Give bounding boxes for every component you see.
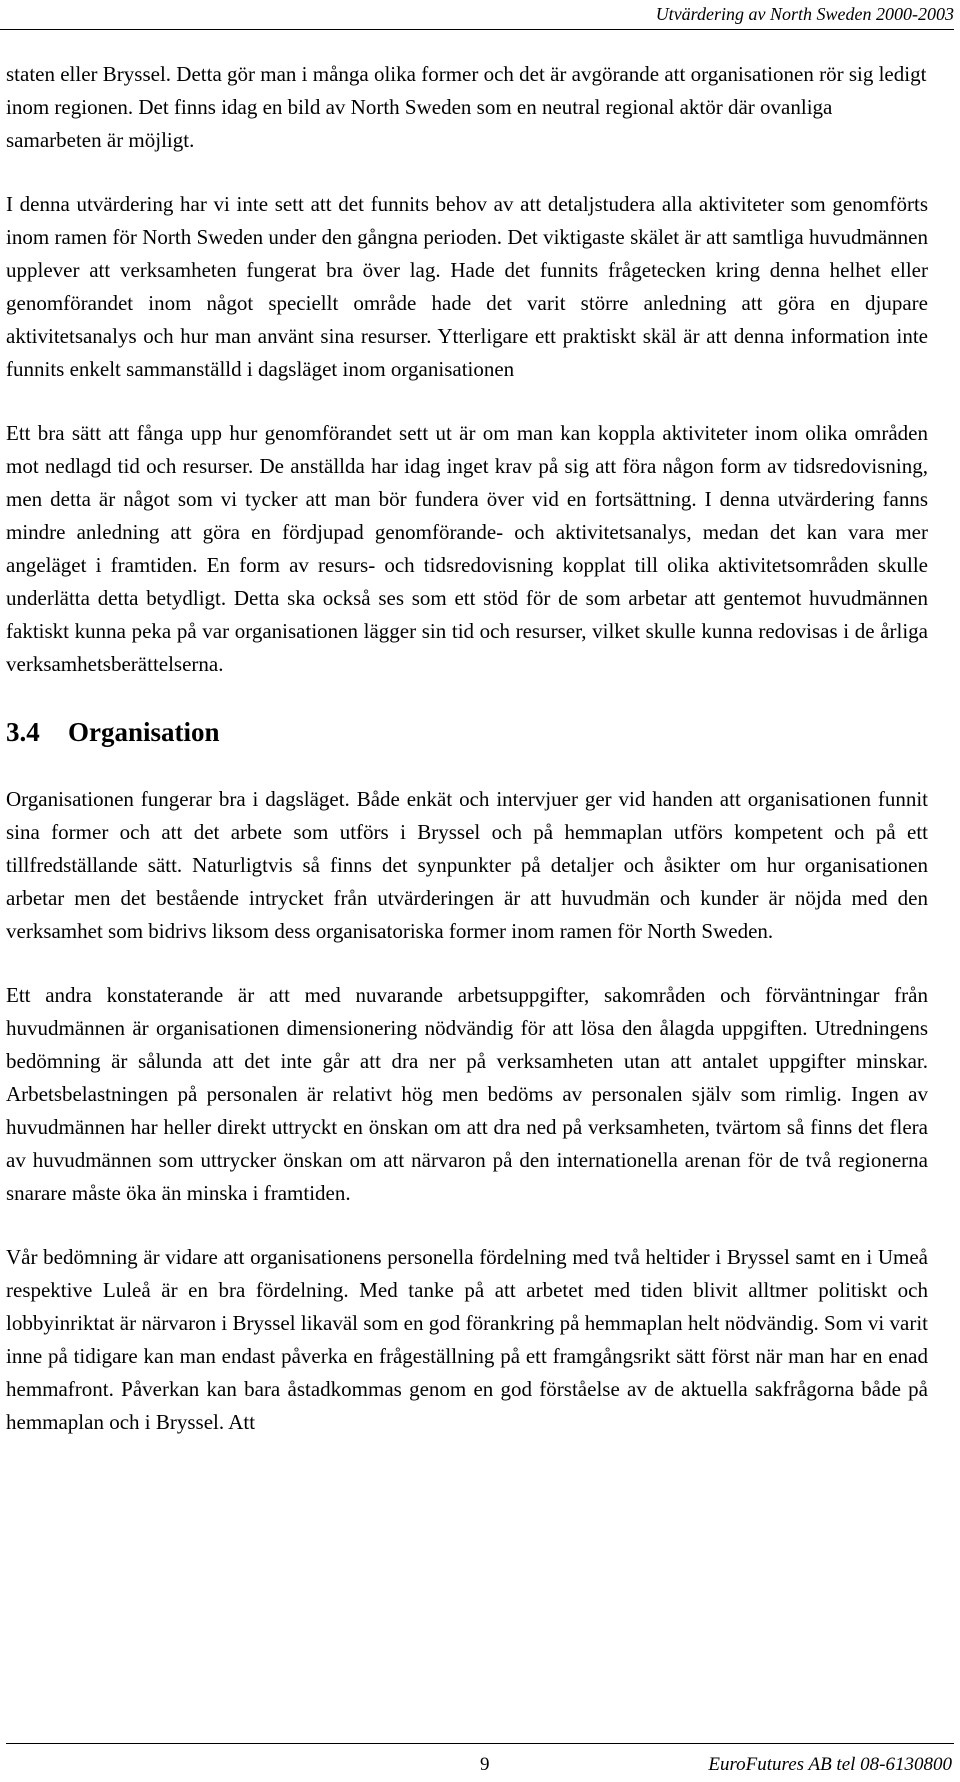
paragraph: Ett bra sätt att fånga upp hur genomförandet sett ut är om man kan koppla aktiviteter inom olika områden mot nedlagd tid och resurser. De anställda har idag inget krav på sig att föra någon form av tidsredovisning, men detta är något som vi tycker att man bör fundera över vid en fortsättning. I denna utvärdering fanns mindre anledning att göra en fördjupad genomförande- och aktivitetsanalys, medan det kan vara mer angeläget i framtiden. En form av resurs- och tidsredovisning kopplat till olika aktivitetsområden skulle underlätta detta betydligt. Detta ska också ses som ett stöd för de som arbetar att gentemot huvudmännen faktiskt kunna peka på var organisationen lägger sin tid och resurser, vilket skulle kunna redovisas i de årliga verksamhetsberättelserna. — [6, 421, 928, 676]
paragraph: Ett andra konstaterande är att med nuvarande arbetsuppgifter, sakområden och förväntningar från huvudmännen är organisationen dimensionering nödvändig för att lösa den ålagda uppgiften. Utredningens bedömning är sålunda att det inte går att dra ner på verksamheten utan att antalet uppgifter minskar. Arbetsbelastningen på personalen är relativt hög men bedöms av personalen själv som rimlig. Ingen av huvudmännen har heller direkt uttryckt en önskan om att dra ned på verksamheten, tvärtom så finns det flera av huvudmännen som uttrycker önskan om att närvaron på den internationella arenan för de två regionerna snarare måste öka än minska i framtiden. — [6, 983, 928, 1205]
section-heading — [6, 712, 928, 752]
document-body — [6, 58, 928, 1470]
paragraph: staten eller Bryssel. Detta gör man i många olika former och det är avgörande att organisationen rör sig ledigt inom regionen. Det finns idag en bild av North Sweden som en neutral regional aktör där ovanliga samarbeten är möjligt. — [6, 62, 927, 152]
paragraph: I denna utvärdering har vi inte sett att det funnits behov av att detaljstudera alla aktiviteter som genomförts inom ramen för North Sweden under den gångna perioden. Det viktigaste skälet är att samtliga huvudmännen upplever att verksamheten fungerat bra över lag. Hade det funnits frågetecken kring denna helhet eller genomförandet inom något speciellt område hade det varit större anledning att göra en djupare aktivitetsanalys och hur man använt sina resurser. Ytterligare ett praktiskt skäl är att denna information inte funnits enkelt sammanställd i dagsläget inom organisationen — [6, 192, 928, 381]
page-number: 9 — [480, 1754, 490, 1775]
page-footer — [6, 1743, 954, 1782]
section-title: Organisation — [68, 717, 220, 747]
running-title: Utvärdering av North Sweden 2000-2003 — [655, 4, 954, 24]
page-header — [0, 3, 954, 30]
paragraph: Organisationen fungerar bra i dagsläget. Både enkät och intervjuer ger vid handen att organisationen funnit sina former och att det arbete som utförs i Bryssel och på hemmaplan utförs kompetent och på ett tillfredställande sätt. Naturligtvis så finns det synpunkter på detaljer och åsikter om hur organisationen arbetar men det bestående intrycket från utvärderingen är att huvudmän och kunder är nöjda med den verksamhet som bidrivs liksom dess organisatoriska former inom ramen för North Sweden. — [6, 787, 928, 943]
footer-company: EuroFutures AB tel 08-6130800 — [708, 1754, 952, 1775]
section-number: 3.4 — [6, 717, 40, 747]
paragraph: Vår bedömning är vidare att organisationens personella fördelning med två heltider i Bryssel samt en i Umeå respektive Luleå är en bra fördelning. Med tanke på att arbetet med tiden blivit alltmer politiskt och lobbyinriktat är närvaron i Bryssel likaväl som en god förankring på hemmaplan helt nödvändig. Som vi varit inne på tidigare kan man endast påverka en frågeställning på ett framgångsrikt sätt först när man har en enad hemmafront. Påverkan kan bara åstadkommas genom en god förståelse av de aktuella sakfrågorna både på hemmaplan och i Bryssel. Att — [6, 1245, 928, 1434]
